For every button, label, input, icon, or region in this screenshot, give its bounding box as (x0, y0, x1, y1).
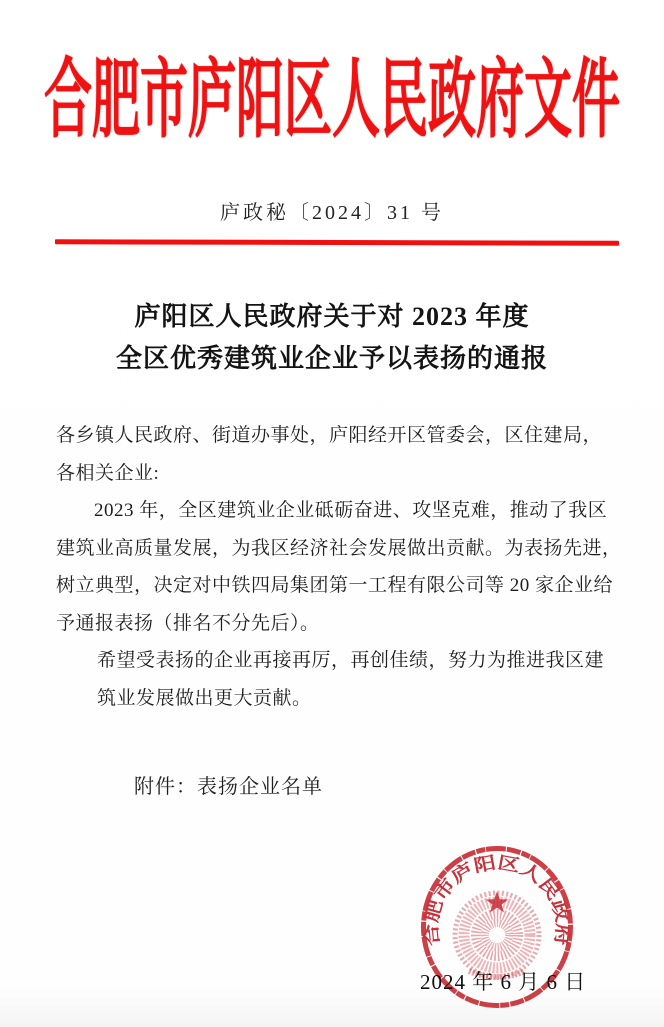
body-line: 树立典型，决定对中铁四局集团第一工程有限公司等 20 家企业给 (56, 575, 614, 596)
body-line: 建筑业高质量发展，为我区经济社会发展做出贡献。为表扬先进， (56, 537, 622, 559)
attachment-note: 附件：表扬企业名单 (134, 776, 323, 798)
body-line: 各相关企业: (56, 462, 160, 484)
date-text: 2024 年 6 月 6 日 (420, 970, 587, 994)
document-title-line2: 全区优秀建筑业企业予以表扬的通报 (115, 344, 548, 373)
body-line: 筑业发展做出更大贡献。 (97, 687, 312, 709)
document-body (56, 417, 622, 717)
body-line: 2023 年，全区建筑业企业砥砺奋进、攻坚克难，推动了我区 (94, 500, 608, 521)
official-seal (417, 843, 577, 1011)
seal-text: 合肥市庐阳区人民政府 (421, 852, 574, 947)
document-number: 庐政秘〔2024〕31 号 (220, 202, 444, 224)
body-line: 予通报表扬（排名不分先后）。 (56, 612, 320, 634)
body-line: 各乡镇人民政府、街道办事处，庐阳经开区管委会，区住建局， (56, 425, 603, 446)
document-title (0, 296, 664, 380)
document-title-line1: 庐阳区人民政府关于对 2023 年度 (134, 302, 530, 331)
body-line: 希望受表扬的企业再接再厉，再创佳绩，努力为推进我区建 (97, 650, 605, 671)
letterhead-title: 合肥市庐阳区人民政府文件 (43, 53, 620, 149)
national-emblem (455, 892, 539, 978)
red-separator-line (55, 239, 619, 245)
letterhead (0, 30, 664, 149)
